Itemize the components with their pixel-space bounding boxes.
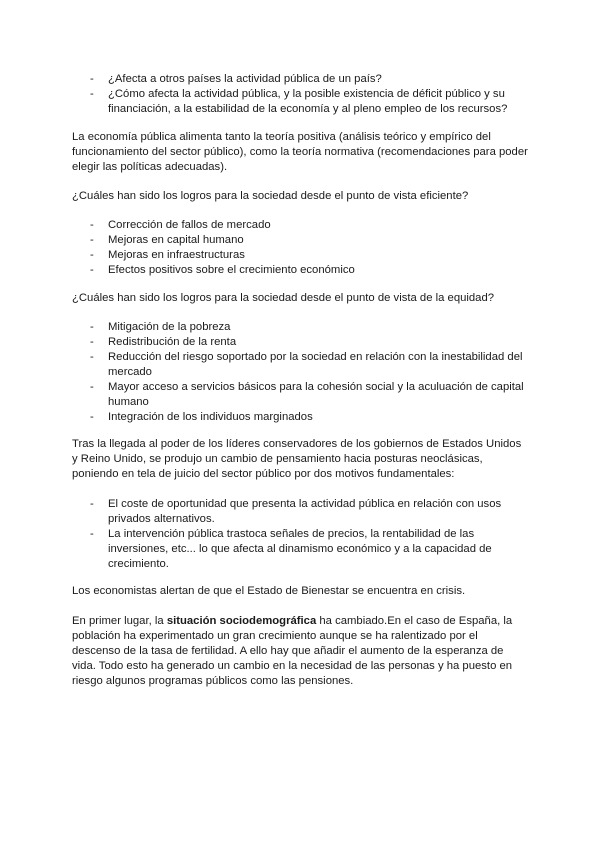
list-item: - Mejoras en capital humano	[90, 234, 244, 246]
dash-bullet: -	[90, 528, 94, 540]
dash-bullet: -	[90, 498, 94, 510]
list-item: - Mejoras en infraestructuras	[90, 249, 245, 261]
dash-bullet: -	[90, 219, 94, 231]
list-item: - Mayor acceso a servicios básicos para la cohesión social y la aculuación de capital humano	[90, 381, 524, 408]
top-question-list	[72, 72, 528, 117]
paragraph-lideres: Tras la llegada al poder de los líderes conservadores de los gobiernos de Estados Unidos y Reino Unido, se produjo un cambio de pensamiento hacia posturas neoclásicas, poniendo en tela de juicio del sector público por dos motivos fundamentales:	[72, 438, 522, 480]
dash-bullet: -	[90, 351, 94, 363]
dash-bullet: -	[90, 73, 94, 85]
list-item: - ¿Afecta a otros países la actividad pública de un país?	[90, 73, 382, 85]
list-item: - Efectos positivos sobre el crecimiento económico	[90, 264, 355, 276]
paragraph-crisis: Los economistas alertan de que el Estado de Bienestar se encuentra en crisis.	[72, 585, 466, 597]
dash-bullet: -	[90, 381, 94, 393]
dash-bullet: -	[90, 234, 94, 246]
dash-bullet: -	[90, 411, 94, 423]
motivos-list-block	[72, 497, 528, 572]
top-question-list-block	[72, 72, 528, 117]
paragraph-sociodemografica: En primer lugar, la situación sociodemográfica ha cambiado.En el caso de España, la población ha experimentado un gran crecimiento aunque se ha ralentizado por el descenso de la tasa de fertilidad. A ello hay que añadir el aumento de la esperanza de vida. Todo esto ha generado un cambio en la necesidad de las personas y ha puesto en riesgo algunos programas públicos como las pensiones.	[72, 615, 513, 687]
question-eficiente: ¿Cuáles han sido los logros para la sociedad desde el punto de vista eficiente?	[72, 190, 469, 202]
question-equidad: ¿Cuáles han sido los logros para la sociedad desde el punto de vista de la equidad?	[72, 292, 495, 304]
dash-bullet: -	[90, 264, 94, 276]
equidad-list-block	[72, 320, 528, 425]
list-item: - El coste de oportunidad que presenta la actividad pública en relación con usos privados alternativos.	[90, 498, 502, 525]
dash-bullet: -	[90, 88, 94, 100]
equidad-list	[72, 320, 528, 425]
motivos-list	[72, 497, 528, 572]
list-item: - Reducción del riesgo soportado por la sociedad en relación con la inestabilidad del mercado	[90, 351, 523, 378]
list-item: - Redistribución de la renta	[90, 336, 237, 348]
list-item: - Corrección de fallos de mercado	[90, 219, 271, 231]
list-item: - Mitigación de la pobreza	[90, 321, 231, 333]
bold-term: situación sociodemográfica	[166, 615, 317, 627]
dash-bullet: -	[90, 249, 94, 261]
eficiente-list	[72, 218, 528, 278]
paragraph-economia-publica: La economía pública alimenta tanto la teoría positiva (análisis teórico y empírico del funcionamiento del sector público), como la teoría normativa (recomendaciones para poder elegir las políticas adecuadas).	[72, 131, 528, 173]
list-item: - ¿Cómo afecta la actividad pública, y la posible existencia de déficit público y su financiación, a la estabilidad de la economía y al pleno empleo de los recursos?	[90, 88, 508, 115]
list-item: - Integración de los individuos marginados	[90, 411, 313, 423]
dash-bullet: -	[90, 336, 94, 348]
dash-bullet: -	[90, 321, 94, 333]
list-item: - La intervención pública trastoca señales de precios, la rentabilidad de las inversiones, etc... lo que afecta al dinamismo económico y a la capacidad de crecimiento.	[90, 528, 492, 570]
eficiente-list-block	[72, 218, 528, 278]
